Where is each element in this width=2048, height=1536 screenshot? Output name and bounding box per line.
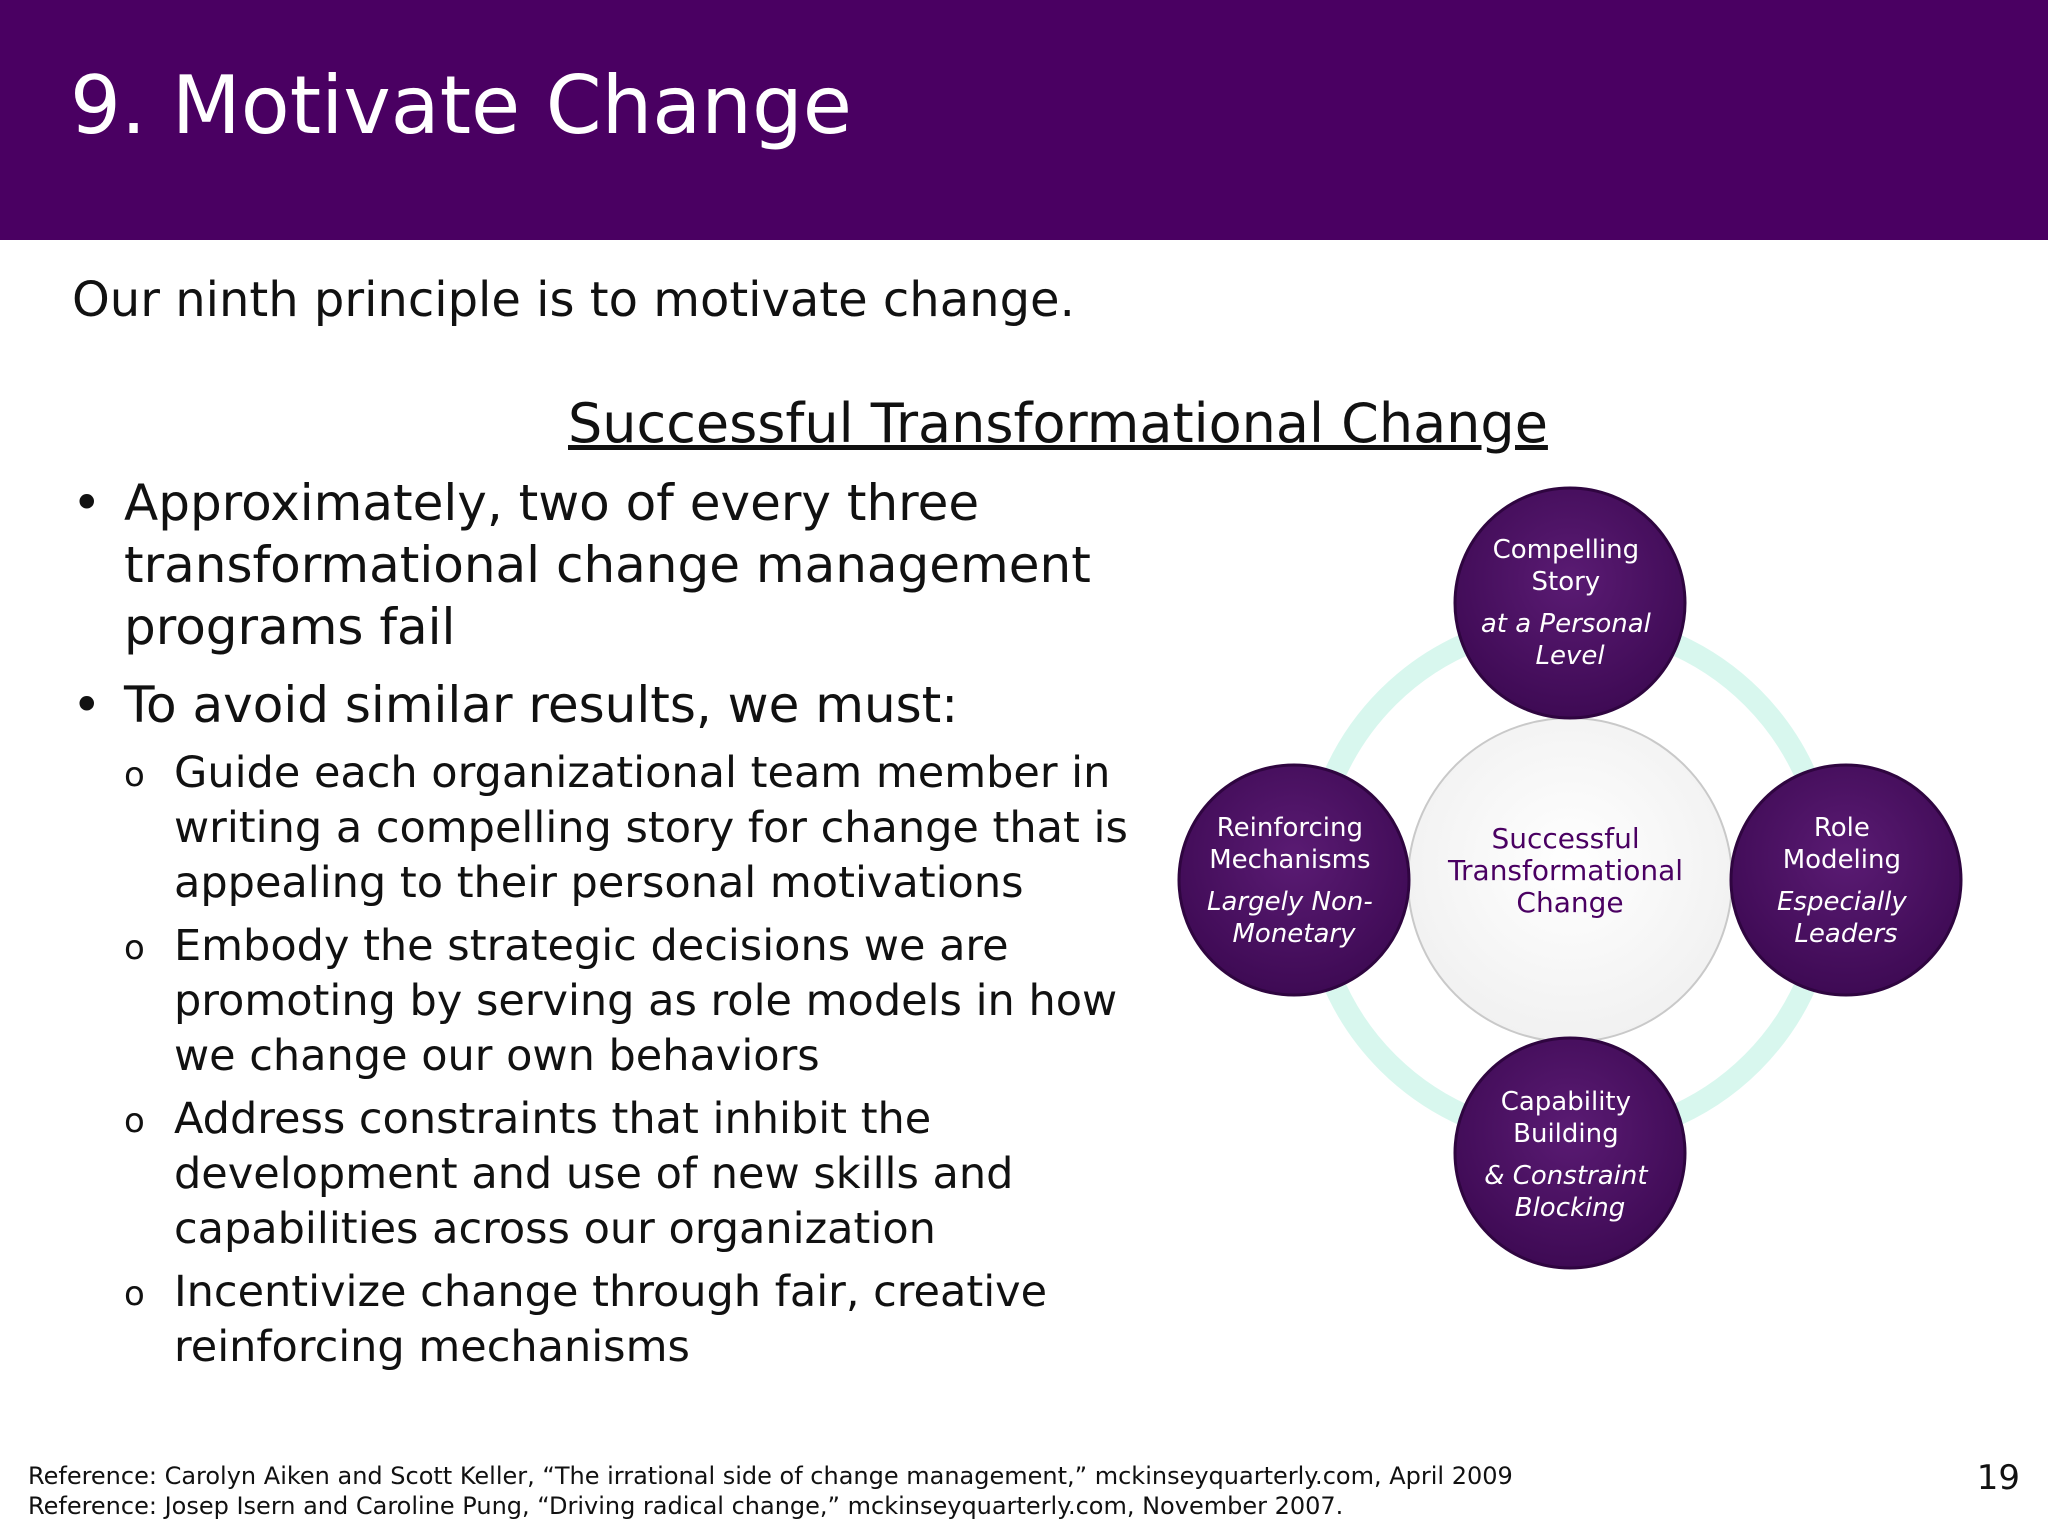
title-bar <box>0 0 2048 240</box>
bullet-marker: • <box>72 474 102 532</box>
sub-bullet-item <box>72 1092 1172 1257</box>
node-circle <box>1731 765 1961 995</box>
bullet-list <box>72 472 1172 1383</box>
sub-bullet-item <box>72 919 1172 1084</box>
center-label-line: Transformational <box>1448 854 1684 887</box>
node-reinforcing-mechanisms <box>1179 765 1409 995</box>
node-title-line: Story <box>1531 567 1601 597</box>
reference-line: Reference: Carolyn Aiken and Scott Keller, “The irrational side of change management,” mckinseyquarterly.com, April 2009 <box>28 1462 1513 1490</box>
node-sub-line: Especially <box>1776 887 1907 917</box>
page-number: 19 <box>1976 1458 2020 1498</box>
sub-bullet-text: Embody the strategic decisions we are promoting by serving as role models in how we change our own behaviors <box>174 921 1118 1081</box>
node-sub-line: Level <box>1535 641 1605 671</box>
node-sub-line: Blocking <box>1514 1193 1626 1223</box>
sub-bullet-text: Guide each organizational team member in writing a compelling story for change that is appealing to their personal motivations <box>174 748 1128 908</box>
slide-title: 9. Motivate Change <box>70 59 852 152</box>
sub-bullet-marker: o <box>124 755 145 795</box>
bullet-text: To avoid similar results, we must: <box>124 676 959 734</box>
section-heading: Successful Transformational Change <box>568 392 1548 455</box>
node-circle <box>1179 765 1409 995</box>
node-title-line: Building <box>1513 1119 1619 1149</box>
node-title-line: Role <box>1813 813 1870 843</box>
node-circle <box>1455 488 1685 718</box>
sub-bullet-item <box>72 746 1172 911</box>
sub-bullet-marker: o <box>124 1101 145 1141</box>
center-label-line: Change <box>1516 886 1624 919</box>
node-title-line: Modeling <box>1782 845 1902 875</box>
bullet-item <box>72 472 1172 658</box>
sub-bullet-list <box>72 746 1172 1375</box>
node-sub-line: Leaders <box>1794 919 1898 949</box>
sub-bullet-text: Incentivize change through fair, creative reinforcing mechanisms <box>174 1267 1048 1372</box>
bullet-text: Approximately, two of every three transformational change management programs fail <box>124 474 1091 656</box>
node-role-modeling <box>1731 765 1961 995</box>
node-sub-line: Largely Non- <box>1207 887 1373 917</box>
node-sub-line: & Constraint <box>1484 1161 1648 1191</box>
node-title-line: Compelling <box>1492 535 1640 565</box>
sub-bullet-item <box>72 1265 1172 1375</box>
node-circle <box>1455 1038 1685 1268</box>
node-title-line: Reinforcing <box>1216 813 1364 843</box>
bullet-marker: • <box>72 676 102 734</box>
bullet-item <box>72 674 1172 736</box>
intro-text: Our ninth principle is to motivate change. <box>72 272 1075 328</box>
transformation-cycle-diagram <box>1168 480 1968 1280</box>
sub-bullet-marker: o <box>124 1274 145 1314</box>
node-title-line: Capability <box>1500 1087 1632 1117</box>
node-capability-building <box>1455 1038 1685 1268</box>
node-sub-line: Monetary <box>1232 919 1356 949</box>
node-sub-line: at a Personal <box>1480 609 1651 639</box>
center-node <box>1408 718 1732 1042</box>
reference-line: Reference: Josep Isern and Caroline Pung, “Driving radical change,” mckinseyquarterly.com, November 2007. <box>28 1492 1344 1520</box>
sub-bullet-text: Address constraints that inhibit the development and use of new skills and capabilities across our organization <box>174 1094 1014 1254</box>
center-label-line: Successful <box>1491 822 1640 855</box>
node-compelling-story <box>1455 488 1685 718</box>
sub-bullet-marker: o <box>124 928 145 968</box>
node-title-line: Mechanisms <box>1209 845 1371 875</box>
